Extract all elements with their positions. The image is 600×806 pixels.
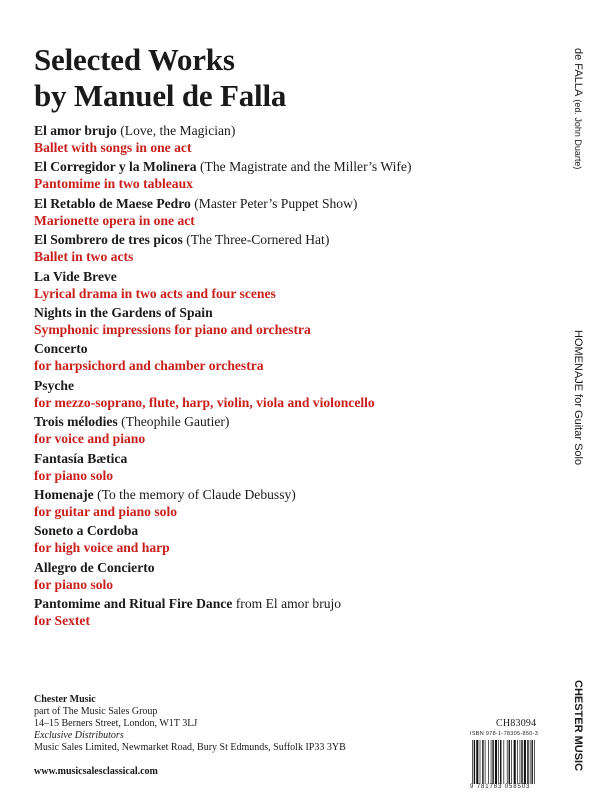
work-description: Ballet in two acts [34, 249, 134, 265]
work-title: Allegro de Concierto [34, 559, 155, 575]
barcode-bar [474, 740, 475, 784]
work-description: for mezzo-soprano, flute, harp, violin, viola and violoncello [34, 394, 375, 410]
title-line-2: by Manuel de Falla [34, 78, 287, 113]
work-title-line [34, 158, 554, 175]
barcode-bar [524, 740, 526, 784]
work-subtitle: (Love, the Magician) [120, 123, 236, 138]
work-subtitle: (Theophile Gautier) [121, 414, 230, 430]
work-description: for guitar and piano solo [34, 503, 178, 519]
work-subtitle: from El amor brujo [235, 596, 342, 612]
barcode-icon [470, 740, 556, 784]
barcode-bar [511, 740, 512, 784]
work-item [34, 559, 554, 595]
work-title: El Retablo de Maese Pedro [34, 195, 191, 211]
work-item [34, 595, 554, 631]
work-description: Marionette opera in one act [34, 212, 195, 228]
barcode-bar [509, 740, 510, 784]
spine-editor: (ed. John Duarte) [573, 99, 583, 170]
barcode-bar [503, 740, 504, 784]
barcode-bar [472, 740, 473, 784]
work-title: Soneto a Cordoba [34, 523, 139, 539]
work-item [34, 486, 554, 522]
work-description: for Sextet [34, 613, 90, 629]
barcode-bar [492, 740, 493, 784]
barcode-bar [476, 740, 478, 784]
work-title: Trois mélodies [34, 414, 118, 430]
work-description: for piano solo [34, 467, 114, 483]
barcode-bar [532, 740, 533, 784]
work-title: El Sombrero de tres picos [34, 232, 183, 248]
work-subtitle: (Master Peter’s Puppet Show) [194, 195, 358, 211]
work-title-line [34, 522, 554, 539]
work-description: Ballet with songs in one act [34, 140, 192, 155]
works-list [34, 122, 554, 631]
barcode-bar [485, 740, 486, 784]
work-title-line [34, 231, 554, 248]
barcode-bar [514, 740, 516, 784]
work-item [34, 522, 554, 558]
barcode-bar [488, 740, 489, 784]
work-title: El Corregidor y la Molinera [34, 159, 197, 175]
work-description: for harpsichord and chamber orchestra [34, 358, 264, 374]
work-item [34, 450, 554, 486]
barcode-bar [534, 740, 535, 784]
work-title-line [34, 195, 554, 212]
work-title: Nights in the Gardens of Spain [34, 304, 213, 320]
work-item [34, 413, 554, 449]
work-title-line [34, 413, 554, 430]
spine-author-name: de FALLA [572, 48, 584, 97]
work-item [34, 377, 554, 413]
barcode-bar [482, 740, 483, 784]
spine-publisher: CHESTER MUSIC [572, 680, 584, 772]
work-subtitle: (The Three-Cornered Hat) [186, 232, 330, 248]
work-description: Pantomime in two tableaux [34, 176, 193, 192]
work-title-line [34, 304, 554, 321]
work-description: for piano solo [34, 576, 114, 592]
work-title-line [34, 122, 554, 139]
barcode-bar [517, 740, 518, 784]
barcode-bar [500, 740, 501, 784]
work-title-line [34, 450, 554, 467]
distributor-address: Music Sales Limited, Newmarket Road, Bury St Edmunds, Suffolk IP33 3YB [34, 742, 346, 753]
barcode-bar [527, 740, 528, 784]
catalog-number: CH83094 [496, 718, 537, 729]
spine-title: HOMENAJE for Guitar Solo [572, 330, 584, 466]
work-description: Lyrical drama in two acts and four scenes [34, 285, 276, 301]
work-title: La Vide Breve [34, 268, 117, 284]
distributor-label: Exclusive Distributors [34, 730, 124, 741]
publisher-address: 14–15 Berners Street, London, W1T 3LJ [34, 718, 198, 729]
barcode-bar [507, 740, 508, 784]
work-item [34, 268, 554, 304]
work-title: Fantasía Bætica [34, 450, 128, 466]
barcode-digits: 9 781783 058503 [470, 784, 531, 790]
work-item [34, 340, 554, 376]
work-description: for voice and piano [34, 431, 146, 447]
work-title-line [34, 486, 554, 503]
work-title: El amor brujo [34, 123, 117, 138]
barcode-bar [520, 740, 521, 784]
publisher-name: Chester Music [34, 694, 96, 705]
work-title-line [34, 340, 554, 357]
work-item [34, 304, 554, 340]
work-title: Concerto [34, 341, 88, 357]
work-item [34, 195, 554, 231]
work-description: Symphonic impressions for piano and orchestra [34, 321, 311, 337]
title-line-1: Selected Works [34, 42, 235, 77]
work-title-line [34, 559, 554, 576]
work-title: Psyche [34, 377, 75, 393]
work-title-line [34, 377, 554, 394]
work-title: Pantomime and Ritual Fire Dance [34, 596, 233, 612]
isbn-text: ISBN 978-1-78305-850-3 [470, 731, 539, 737]
work-item [34, 231, 554, 267]
page-title [34, 42, 286, 114]
work-title: Homenaje [34, 486, 94, 502]
barcode-bar [491, 740, 492, 784]
spine-author [572, 48, 584, 169]
work-subtitle: (To the memory of Claude Debussy) [97, 486, 296, 502]
publisher-group: part of The Music Sales Group [34, 706, 158, 717]
barcode-bar [480, 740, 481, 784]
work-title-line [34, 595, 554, 612]
work-description: for high voice and harp [34, 540, 170, 556]
barcode-bar [498, 740, 499, 784]
work-subtitle: (The Magistrate and the Miller’s Wife) [200, 159, 412, 175]
barcode-bar [530, 740, 531, 784]
website-link[interactable]: www.musicsalesclassical.com [34, 766, 158, 777]
work-item [34, 158, 554, 194]
work-item [34, 122, 554, 158]
work-title-line [34, 268, 554, 285]
publisher-block [34, 694, 494, 754]
barcode-bar [495, 740, 497, 784]
barcode-bar [521, 740, 522, 784]
